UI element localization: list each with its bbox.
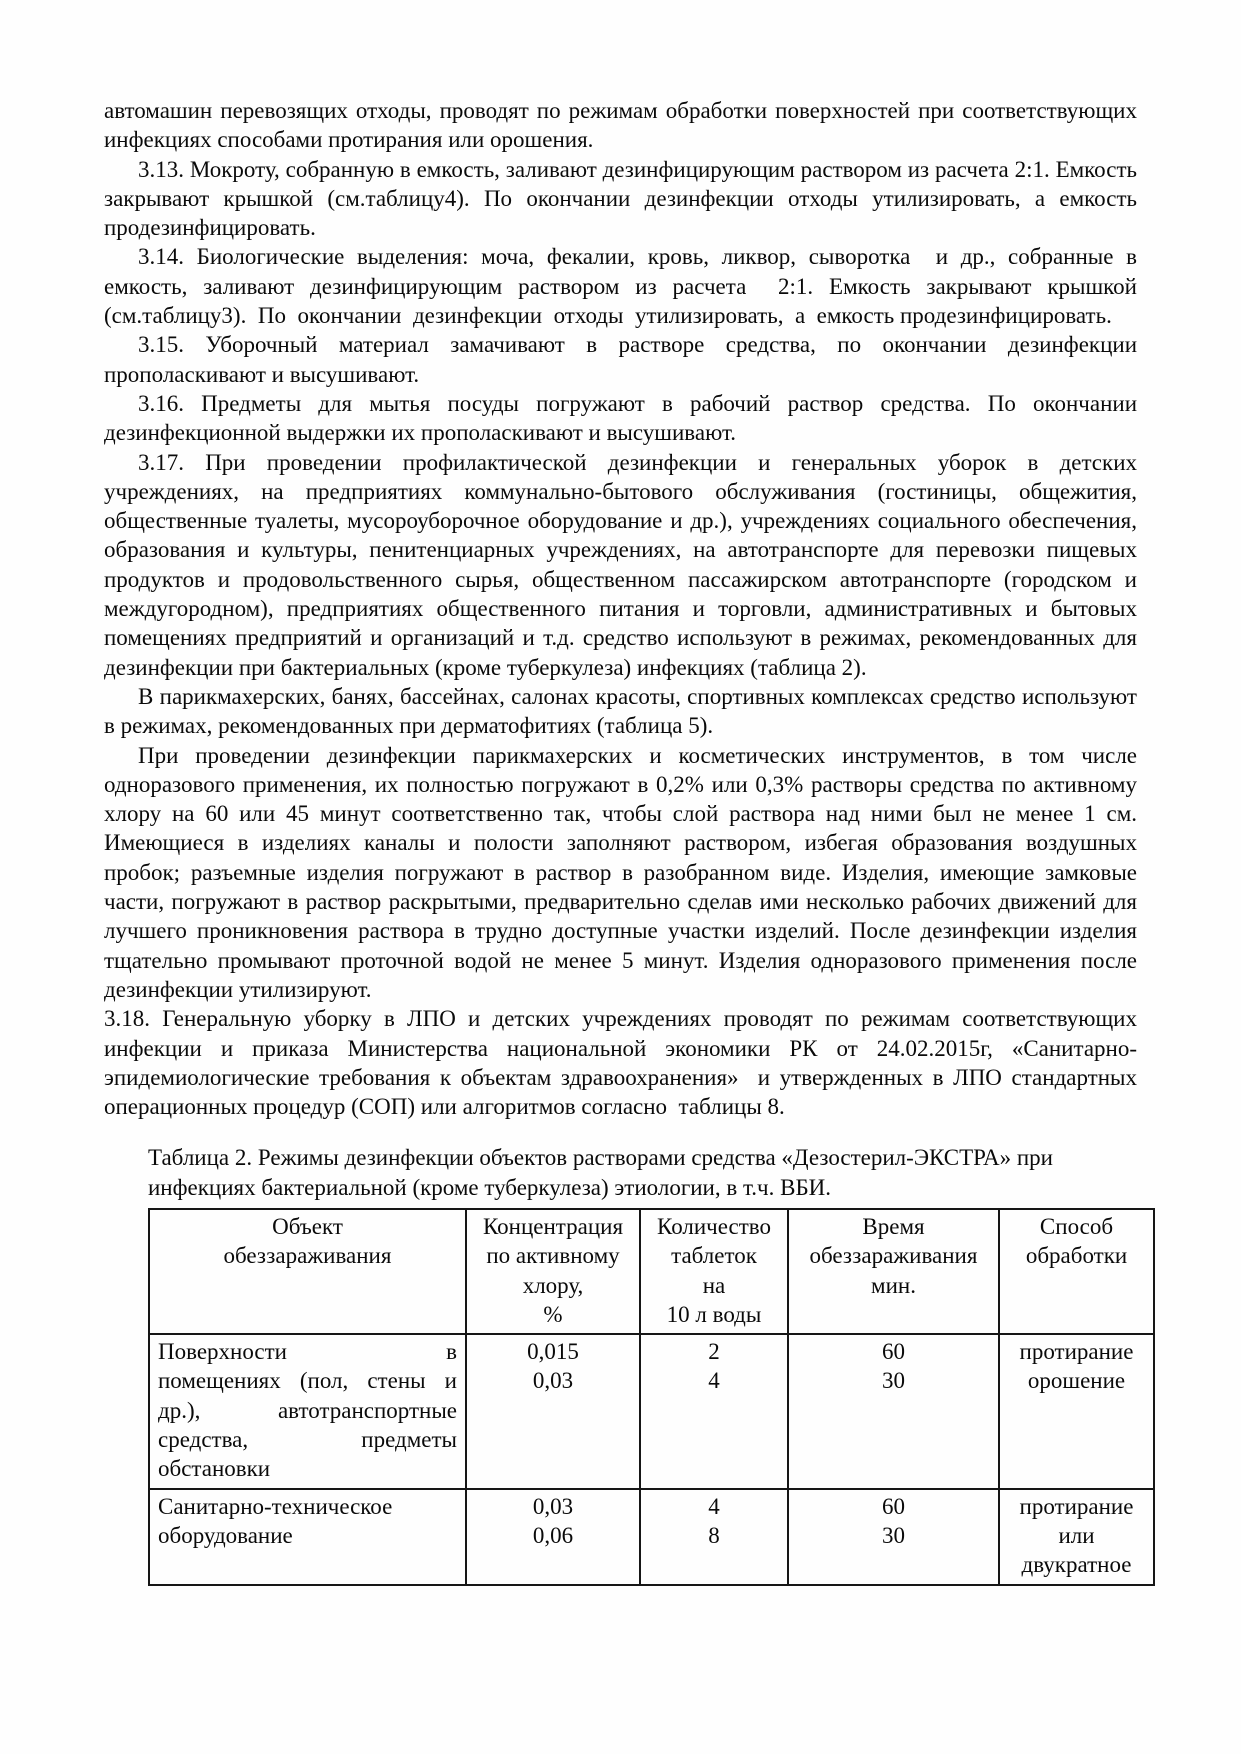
cell-concentration-surfaces: 0,015 0,03 — [466, 1334, 640, 1488]
paragraph-continuation: автомашин перевозящих отходы, проводят по режимам обработки поверхностей при соответствующих инфекциях способами протирания или орошения. — [104, 98, 1143, 153]
col-header-concentration: Концентрация по активному хлору, % — [466, 1209, 640, 1334]
col-header-object: Объект обеззараживания — [149, 1209, 466, 1334]
cell-method-sanitary: протирание или двукратное — [999, 1489, 1154, 1585]
paragraph-3-14: 3.14. Биологические выделения: моча, фекалии, кровь, ликвор, сыворотка и др., собранные в емкость, заливают дезинфицирующим раствором из расчета 2:1. Емкость закрывают крышкой (см.таблицу3). По окончании дезинфекции отходы утилизировать, а емкость продезинфицировать. — [104, 244, 1143, 329]
paragraph-3-16: 3.16. Предметы для мытья посуды погружают в рабочий раствор средства. По окончании дезинфекционной выдержки их прополаскивают и высушивают. — [104, 390, 1143, 446]
paragraph-3-18: 3.18. Генеральную уборку в ЛПО и детских учреждениях проводят по режимам соответствующих инфекции и приказа Министерства национальной экономики РК от 24.02.2015г, «Санитарно-эпидемиологические требования к объектам здравоохранения» и утвержденных в ЛПО стандартных операционных процедур (СОП) или алгоритмов согласно таблицы 8. — [104, 1006, 1143, 1120]
paragraph-instruments: При проведении дезинфекции парикмахерских и косметических инструментов, в том числе одноразового применения, их полностью погружают в 0,2% или 0,3% растворы средства по активному хлору на 60 или 45 минут соответственно так, чтобы слой раствора над ними был не менее 1 см. Имеющиеся в изделиях каналы и полости заполняют раствором, избегая образования воздушных пробок; разъемные изделия погружают в раствор в разобранном виде. Изделия, имеющие замковые части, погружают в раствор раскрытыми, предварительно сделав ими несколько рабочих движений для лучшего проникновения раствора в трудно доступные участки изделий. После дезинфекции изделия тщательно промывают проточной водой не менее 5 минут. Изделия одноразового применения после дезинфекции утилизируют. — [104, 742, 1143, 1002]
cell-time-surfaces: 60 30 — [788, 1334, 999, 1488]
table-row-sanitary — [149, 1489, 1154, 1585]
table-row-surfaces — [149, 1334, 1154, 1488]
paragraph-3-17: 3.17. При проведении профилактической дезинфекции и генеральных уборок в детских учреждениях, на предприятиях коммунально-бытового обслуживания (гостиницы, общежития, общественные туалеты, мусороуборочное оборудование и др.), учреждениях социального обеспечения, образования и культуры, пенитенциарных учреждениях, на автотранспорте для перевозки пищевых продуктов и продовольственного сырья, общественном пассажирском автотранспорте (городском и междугородном), предприятиях общественного питания и торговли, административных и бытовых помещениях предприятий и организаций и т.д. средство используют в режимах, рекомендованных для дезинфекции при бактериальных (кроме туберкулеза) инфекциях (таблица 2). — [104, 449, 1143, 680]
paragraph-3-13: 3.13. Мокроту, собранную в емкость, заливают дезинфицирующим раствором из расчета 2:1. Емкость закрывают крышкой (см.таблицу4). По окончании дезинфекции отходы утилизировать, а емкость продезинфицировать. — [104, 156, 1143, 241]
document-body — [104, 96, 1143, 1586]
cell-tablets-surfaces: 2 4 — [640, 1334, 788, 1488]
table-header-row — [149, 1209, 1154, 1334]
cell-method-surfaces: протирание орошение — [999, 1334, 1154, 1488]
table-2-caption: Таблица 2. Режимы дезинфекции объектов растворами средства «Дезостерил-ЭКСТРА» при инфекциях бактериальной (кроме туберкулеза) этиологии, в т.ч. ВБИ. — [148, 1145, 1059, 1200]
col-header-tablets: Количество таблеток на 10 л воды — [640, 1209, 788, 1334]
paragraph-hairdressers: В парикмахерских, банях, бассейнах, салонах красоты, спортивных комплексах средство используют в режимах, рекомендованных при дерматофитиях (таблица 5). — [104, 683, 1143, 739]
cell-object-surfaces: Поверхности в помещениях (пол, стены и др.), автотранспортные средства, предметы обстановки — [149, 1334, 466, 1488]
cell-concentration-sanitary: 0,03 0,06 — [466, 1489, 640, 1585]
col-header-time: Время обеззараживания мин. — [788, 1209, 999, 1334]
disinfection-regimes-table — [148, 1208, 1155, 1586]
cell-time-sanitary: 60 30 — [788, 1489, 999, 1585]
cell-tablets-sanitary: 4 8 — [640, 1489, 788, 1585]
cell-object-sanitary: Санитарно-техническое оборудование — [149, 1489, 466, 1585]
paragraph-3-15: 3.15. Уборочный материал замачивают в растворе средства, по окончании дезинфекции прополаскивают и высушивают. — [104, 332, 1143, 387]
col-header-method: Способ обработки — [999, 1209, 1154, 1334]
